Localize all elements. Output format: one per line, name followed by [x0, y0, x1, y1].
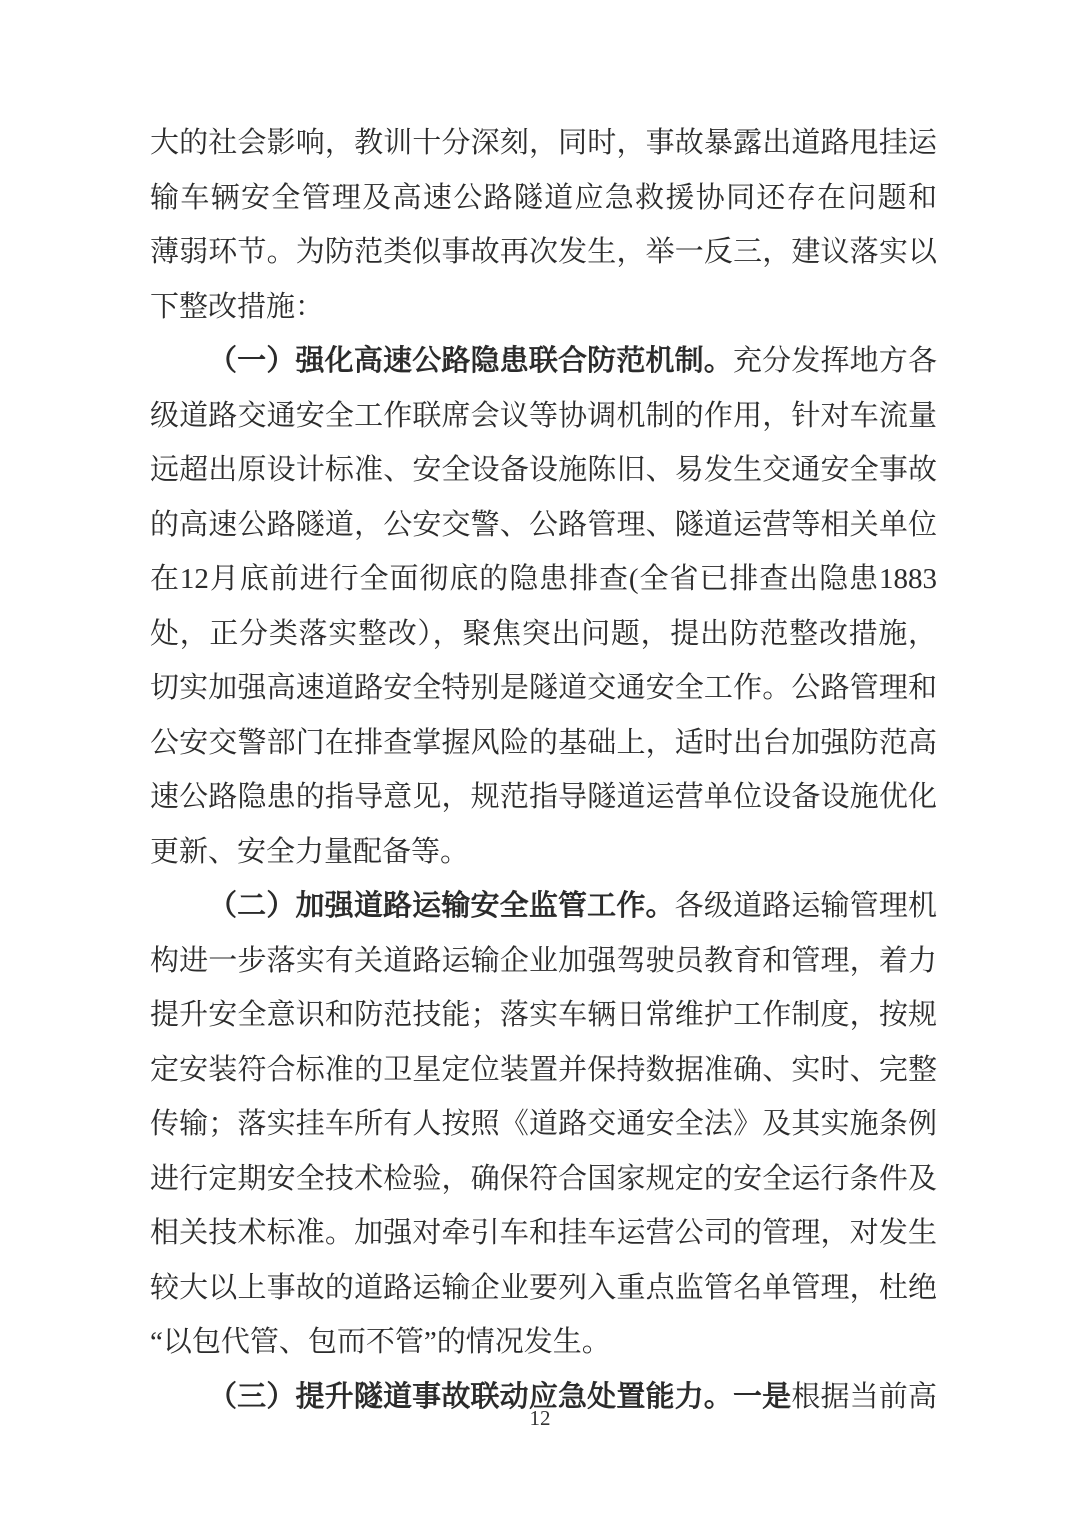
text-line [150, 116, 937, 171]
text-segment: 速公路隐患的指导意见，规范指导隧道运营单位设备设施优化 [150, 781, 937, 813]
text-segment: 各级道路运输管理机 [674, 890, 937, 922]
text-segment: 的高速公路隧道，公安交警、公路管理、隧道运营等相关单位 [150, 508, 937, 541]
text-segment: 输车辆安全管理及高速公路隧道应急救援协同还存在问题和 [150, 181, 937, 214]
paragraph-heading-line [150, 879, 937, 934]
text-segment: “以包代管、包而不管”的情况发生。 [150, 1326, 611, 1358]
text-line [150, 1043, 937, 1098]
text-line [150, 225, 937, 280]
text-segment: 进行定期安全技术检验，确保符合国家规定的安全运行条件及 [150, 1162, 937, 1195]
text-line [150, 1206, 937, 1261]
text-line [150, 770, 937, 825]
paragraph-heading-line [150, 334, 937, 389]
text-line [150, 1261, 937, 1316]
text-line [150, 280, 937, 335]
text-line [150, 1315, 937, 1370]
text-segment: 处，正分类落实整改），聚焦突出问题，提出防范整改措施， [150, 617, 937, 650]
text-segment: 下整改措施： [150, 290, 325, 323]
text-segment: 较大以上事故的道路运输企业要列入重点监管名单管理，杜绝 [150, 1271, 937, 1304]
text-line [150, 661, 937, 716]
text-segment: 根据当前高 [791, 1380, 937, 1413]
heading-segment: （二）加强道路运输安全监管工作。 [208, 890, 675, 922]
text-segment: 相关技术标准。加强对牵引车和挂车运营公司的管理，对发生 [150, 1217, 937, 1249]
text-segment: 充分发挥地方各 [732, 345, 937, 377]
text-segment: 传输；落实挂车所有人按照《道路交通安全法》及其实施条例 [150, 1108, 937, 1140]
text-line [150, 389, 937, 444]
text-segment: 定安装符合标准的卫星定位装置并保持数据准确、实时、完整 [150, 1053, 937, 1086]
text-segment: 切实加强高速道路安全特别是隧道交通安全工作。公路管理和 [150, 672, 937, 704]
heading-segment: （一）强化高速公路隐患联合防范机制。 [208, 345, 733, 377]
text-line [150, 443, 937, 498]
text-line [150, 1152, 937, 1207]
page-number: 12 [529, 1406, 551, 1430]
text-line [150, 825, 937, 880]
text-segment: 构进一步落实有关道路运输企业加强驾驶员教育和管理，着力 [150, 944, 937, 977]
text-line [150, 988, 937, 1043]
text-segment: 更新、安全力量配备等。 [150, 835, 470, 868]
text-line [150, 934, 937, 989]
text-line [150, 171, 937, 226]
text-line [150, 716, 937, 771]
text-line [150, 498, 937, 553]
document-text [150, 116, 937, 1424]
text-segment: 薄弱环节。为防范类似事故再次发生，举一反三，建议落实以 [150, 236, 937, 268]
text-line [150, 607, 937, 662]
heading-segment: （三）提升隧道事故联动应急处置能力。一是 [208, 1380, 792, 1413]
text-segment: 提升安全意识和防范技能；落实车辆日常维护工作制度，按规 [150, 999, 937, 1031]
text-segment: 大的社会影响，教训十分深刻，同时，事故暴露出道路甩挂运 [150, 127, 937, 159]
text-segment: 级道路交通安全工作联席会议等协调机制的作用，针对车流量 [150, 399, 937, 432]
text-line [150, 552, 937, 607]
text-segment: 远超出原设计标准、安全设备设施陈旧、易发生交通安全事故 [150, 454, 937, 486]
text-segment: 在12月底前进行全面彻底的隐患排查(全省已排查出隐患1883 [150, 563, 937, 595]
text-segment: 公安交警部门在排查掌握风险的基础上，适时出台加强防范高 [150, 726, 937, 759]
text-line [150, 1097, 937, 1152]
